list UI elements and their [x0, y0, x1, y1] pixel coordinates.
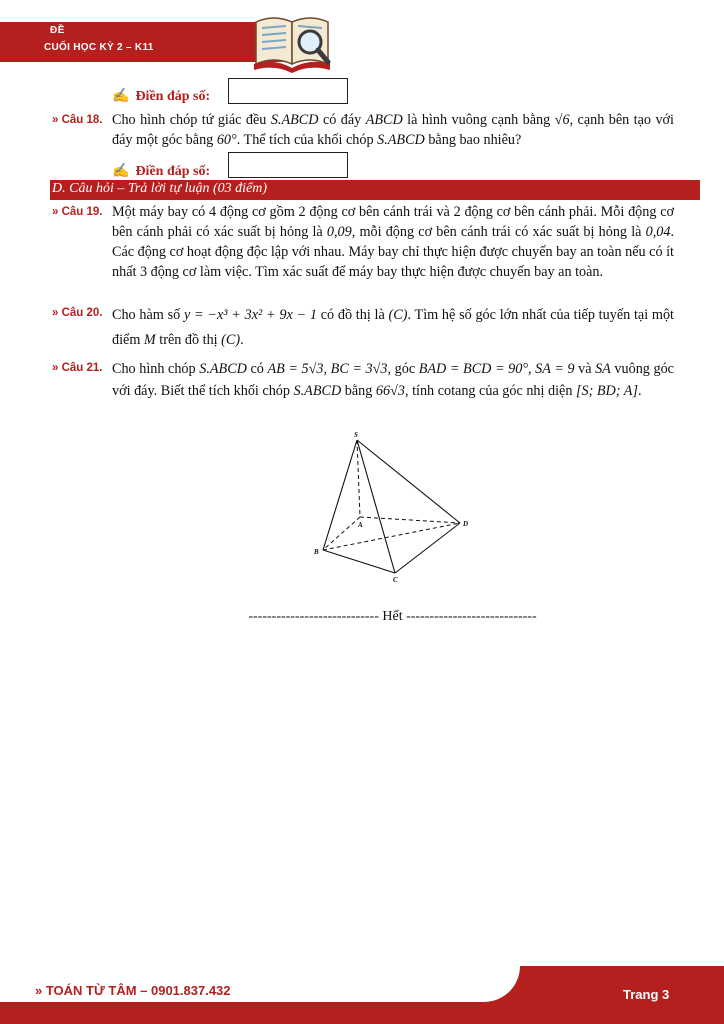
label-c: C: [393, 576, 398, 584]
answer-input-box[interactable]: [228, 78, 348, 104]
book-magnifier-icon: [252, 8, 334, 74]
question-18-label: » Câu 18.: [52, 114, 103, 126]
edge-cd: [395, 523, 460, 573]
question-21-text: Cho hình chóp S.ABCD có AB = 5√3, BC = 3√3, góc BAD = BCD = 90°, SA = 9 và SA vuông góc với đáy. Biết thể tích khối chóp S.ABCD bằng 66√3, tính cotang của góc nhị diện [S; BD; A].: [112, 361, 674, 399]
edge-sc: [357, 440, 395, 573]
pencil-icon: ✍: [112, 89, 130, 104]
header-title-line1: ĐỀ: [50, 25, 65, 36]
section-d-title: D. Câu hỏi – Trả lời tự luận (03 điểm): [52, 181, 268, 196]
answer-input-box[interactable]: [228, 152, 348, 178]
label-d: D: [463, 520, 469, 528]
question-19-text: Một máy bay có 4 động cơ gồm 2 động cơ bên cánh trái và 2 động cơ bên cánh phải. Mỗi động cơ bên cánh phải có xác suất bị hỏng là 0,09, mỗi động cơ bên cánh trái có xác suất bị hỏng là 0,04. Các động cơ hoạt động độc lập với nhau. Máy bay chỉ thực hiện được chuyến bay an toàn nếu có ít nhất 3 động cơ làm việc. Tìm xác suất để máy bay thực hiện được chuyến bay an toàn.: [112, 204, 675, 280]
page-number: Trang 3: [623, 987, 670, 1002]
footer-brand: » TOÁN TỪ TÂM – 0901.837.432: [35, 983, 231, 998]
edge-ad: [360, 517, 460, 523]
pyramid-figure: [305, 428, 475, 588]
label-b: B: [314, 548, 319, 556]
label-s: S: [354, 431, 358, 439]
question-18-text: Cho hình chóp tứ giác đều S.ABCD có đáy ABCD là hình vuông cạnh bằng √6, cạnh bên tạo với đáy một góc bằng 60°. Thể tích của khối chóp S.ABCD bằng bao nhiêu?: [112, 112, 674, 148]
pencil-icon: ✍: [112, 164, 130, 179]
edge-sa: [357, 440, 360, 517]
edge-sb: [323, 440, 357, 550]
question-19-label: » Câu 19.: [52, 206, 103, 218]
diagonal-bd: [323, 523, 460, 550]
end-marker: ---------------------------- Hết ----------------------------: [248, 609, 537, 624]
question-20-text: Cho hàm số y = −x³ + 3x² + 9x − 1 có đồ thị là (C). Tìm hệ số góc lớn nhất của tiếp tuyến tại một điểm M trên đồ thị (C).: [112, 307, 674, 348]
fill-answer-label: ✍ Điền đáp số:: [112, 164, 211, 179]
label-a: A: [358, 521, 363, 529]
question-20-label: » Câu 20.: [52, 307, 103, 319]
fill-answer-label: ✍ Điền đáp số:: [112, 89, 211, 104]
question-21-label: » Câu 21.: [52, 362, 103, 374]
header-title-line2: CUỐI HỌC KỲ 2 – K11: [44, 42, 154, 53]
edge-sd: [357, 440, 460, 523]
edge-bc: [323, 550, 395, 573]
